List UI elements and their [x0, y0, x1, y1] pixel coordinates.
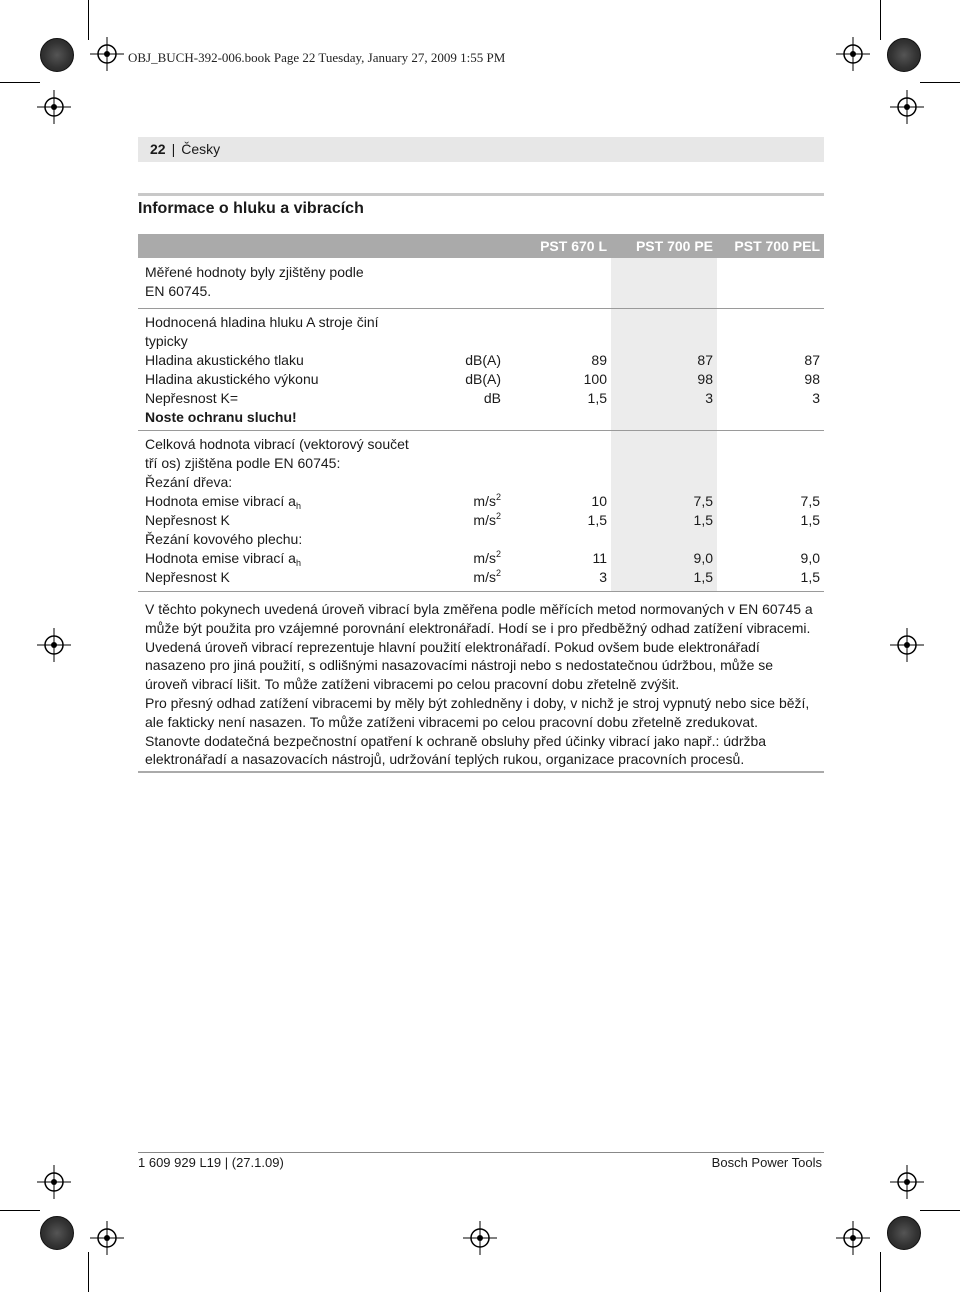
registration-dot-icon	[40, 1216, 74, 1250]
table-group-noise	[138, 309, 824, 431]
note-paragraph: Stanovte dodatečná bezpečnostní opatření k ochraně obsluhy před účinky vibrací jako např.: údržba elektronářadí a nasazovacích nástrojů, udržování teplých rukou, organizace pracovních procesů.	[145, 732, 767, 768]
table-row: Hodnota emise vibrací $a_h$ $m/s^2$ 11 9,0 9,0	[145, 549, 820, 568]
table-row: Řezání kovového plechu:	[145, 531, 303, 547]
footer-brand: Bosch Power Tools	[711, 1155, 822, 1170]
table-row: Nepřesnost K $m/s^2$ 1,5 1,5 1,5	[145, 511, 820, 528]
table-row: Celková hodnota vibrací (vektorový součet	[145, 436, 409, 452]
vibration-notes	[138, 592, 824, 773]
registration-crosshair-icon	[836, 37, 870, 71]
table-body	[138, 258, 824, 773]
table-row: Nepřesnost K $m/s^2$ 3 1,5 1,5	[145, 568, 820, 585]
registration-crosshair-icon	[90, 1221, 124, 1255]
registration-dot-icon	[40, 38, 74, 72]
registration-crosshair-icon	[463, 1221, 497, 1255]
table-row: Hladina akustického tlaku dB(A) 89 87 87	[145, 352, 820, 368]
footer-divider	[138, 1152, 824, 1153]
table-row: Měřené hodnoty byly zjištěny podle	[145, 264, 364, 280]
note-paragraph: Pro přesný odhad zatížení vibracemi by měly být zohledněny i doby, v nichž je stroj vypnutý nebo sice běží, ale fakticky není nasazen. To může zatíženi vibracemi po celou pracovní dobu zřetelně zredukovat.	[145, 694, 810, 730]
print-header: OBJ_BUCH-392-006.book Page 22 Tuesday, January 27, 2009 1:55 PM	[128, 50, 506, 65]
table-row: Hodnocená hladina hluku A stroje činí	[145, 314, 379, 330]
table-row: tří os) zjištěna podle EN 60745:	[145, 455, 341, 471]
note-paragraph: Uvedená úroveň vibrací reprezentuje hlavní použití elektronářadí. Pokud ovšem bude elektronářadí nasazeno pro jiná použití, s odlišnými nasazovacími nástroji nebo s nedostatečnou údržbou, může se úroveň vibrací lišit. To může zatíženi vibracemi po celou pracovní dobu zřetelně zvýšit.	[145, 638, 774, 693]
spec-table	[138, 234, 824, 773]
table-row: EN 60745.	[145, 283, 212, 299]
note-paragraph: V těchto pokynech uvedená úroveň vibrací byla změřena podle měřících metod normovaných v EN 60745 a může být použita pro vzájemné porovnání elektronářadí. Hodí se i pro předběžný odhad zatížení vibracemi.	[145, 601, 813, 636]
table-row: Nepřesnost K= dB 1,5 3 3	[145, 390, 820, 406]
registration-crosshair-icon	[90, 37, 124, 71]
table-group-vibration	[138, 431, 824, 592]
registration-crosshair-icon	[890, 1165, 924, 1199]
footer-doc-number: 1 609 929 L19 | (27.1.09)	[138, 1155, 284, 1170]
column-header: PST 700 PEL	[734, 238, 820, 254]
table-row: Řezání dřeva:	[145, 474, 233, 490]
table-header	[138, 234, 824, 258]
page-number: 22	[150, 141, 166, 157]
section-divider	[138, 193, 824, 196]
registration-dot-icon	[887, 38, 921, 72]
registration-crosshair-icon	[890, 628, 924, 662]
table-row: Hladina akustického výkonu dB(A) 100 98 98	[145, 371, 820, 387]
table-row	[138, 408, 824, 427]
table-row: typicky	[145, 333, 188, 349]
table-row: Hodnota emise vibrací $a_h$ $m/s^2$ 10 7,5 7,5	[145, 492, 820, 511]
column-header: PST 700 PE	[635, 238, 713, 254]
hearing-protection-warning: Noste ochranu sluchu!	[145, 409, 297, 425]
registration-crosshair-icon	[37, 628, 71, 662]
section-title: Informace o hluku a vibracích	[138, 200, 364, 217]
registration-crosshair-icon	[836, 1221, 870, 1255]
page-language: Česky	[181, 141, 221, 157]
registration-crosshair-icon	[890, 90, 924, 124]
registration-crosshair-icon	[37, 90, 71, 124]
registration-crosshair-icon	[37, 1165, 71, 1199]
page-language-bar: 22 | Česky	[138, 137, 824, 162]
column-header: PST 670 L	[540, 238, 607, 254]
table-group-intro	[138, 258, 824, 309]
registration-dot-icon	[887, 1216, 921, 1250]
